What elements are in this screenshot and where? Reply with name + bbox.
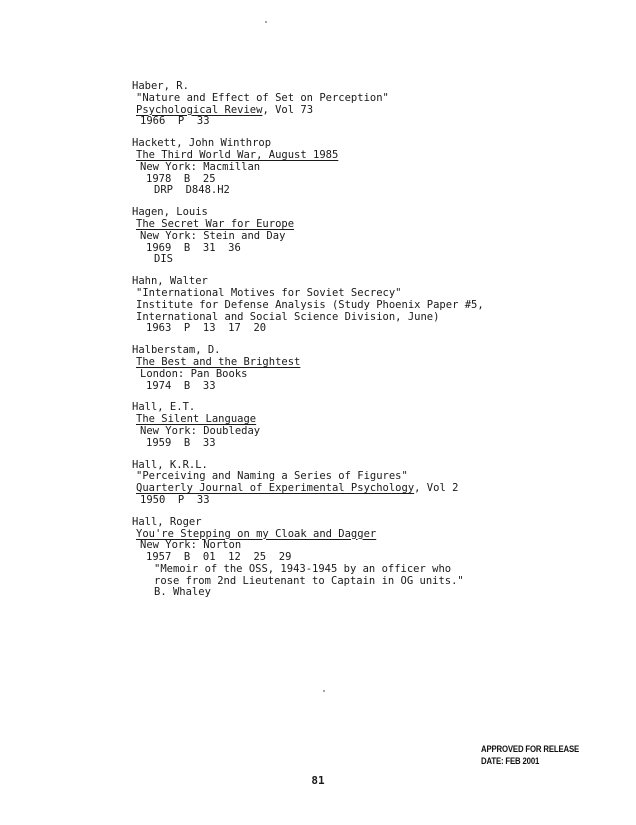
bibliography-entries (132, 81, 602, 609)
bibliography-entry (132, 207, 602, 266)
scan-speck (265, 21, 267, 23)
entry-publisher: New York: Stein and Day (140, 229, 286, 242)
entry-article-title: "Perceiving and Naming a Series of Figures" (136, 470, 408, 483)
entry-journal-volume: , Vol 73 (262, 103, 314, 116)
entry-details: 1959 B 33 (146, 436, 216, 449)
entry-author: Hall, Roger (132, 515, 202, 528)
release-stamp (481, 744, 579, 768)
entry-article-title: "International Motives for Soviet Secrecy" (136, 286, 402, 299)
entry-details: 1963 P 13 17 20 (146, 322, 267, 335)
entry-article-title: "Nature and Effect of Set on Perception" (136, 91, 389, 104)
entry-journal-volume: , Vol 2 (414, 482, 459, 495)
bibliography-entry (132, 460, 602, 507)
entry-publisher: New York: Doubleday (140, 424, 261, 437)
entry-publisher: New York: Norton (140, 539, 242, 552)
entry-publisher: London: Pan Books (140, 367, 248, 380)
entry-source: Institute for Defense Analysis (Study Phoenix Paper #5, (136, 298, 484, 311)
entry-author: Hackett, John Winthrop (132, 137, 272, 150)
entry-book-title: You're Stepping on my Cloak and Dagger (136, 527, 377, 540)
entry-author: Halberstam, D. (132, 344, 221, 357)
entry-book-title: The Best and the Brightest (136, 355, 301, 368)
entry-author: Hahn, Walter (132, 275, 208, 288)
bibliography-entry (132, 345, 602, 392)
entry-details: 1974 B 33 (146, 379, 216, 392)
scan-speck (323, 690, 325, 692)
entry-author: Haber, R. (132, 80, 189, 92)
entry-details: 1969 B 31 36 (146, 241, 241, 254)
entry-details: 1950 P 33 (140, 493, 210, 506)
entry-details: 1966 P 33 (140, 115, 210, 128)
entry-author: Hagen, Louis (132, 206, 208, 219)
page-number: 81 (311, 774, 325, 787)
release-stamp-date: DATE: FEB 2001 (481, 756, 540, 767)
bibliography-entry (132, 276, 602, 335)
entry-source: International and Social Science Division, June) (136, 310, 440, 323)
entry-book-title: The Secret War for Europe (136, 217, 295, 230)
release-stamp-approved: APPROVED FOR RELEASE (481, 744, 580, 755)
entry-call-number: DIS (154, 253, 173, 266)
entry-book-title: The Silent Language (136, 413, 257, 426)
entry-note: "Memoir of the OSS, 1943-1945 by an officer who (154, 562, 452, 575)
entry-author: Hall, K.R.L. (132, 458, 208, 471)
entry-note-attribution: B. Whaley (154, 586, 211, 599)
entry-note: rose from 2nd Lieutenant to Captain in OG units." (154, 574, 464, 587)
bibliography-entry (132, 138, 602, 197)
entry-journal: Psychological Review (136, 103, 263, 116)
entry-journal: Quarterly Journal of Experimental Psychology (136, 482, 415, 495)
entry-book-title: The Third World War, August 1985 (136, 148, 339, 161)
entry-call-number: DRP D848.H2 (154, 184, 230, 197)
entry-publisher: New York: Macmillan (140, 160, 261, 173)
bibliography-entry (132, 402, 602, 449)
entry-details: 1957 B 01 12 25 29 (146, 551, 292, 564)
entry-author: Hall, E.T. (132, 401, 196, 414)
bibliography-entry (132, 517, 602, 600)
bibliography-entry (132, 81, 602, 128)
entry-details: 1978 B 25 (146, 172, 216, 185)
